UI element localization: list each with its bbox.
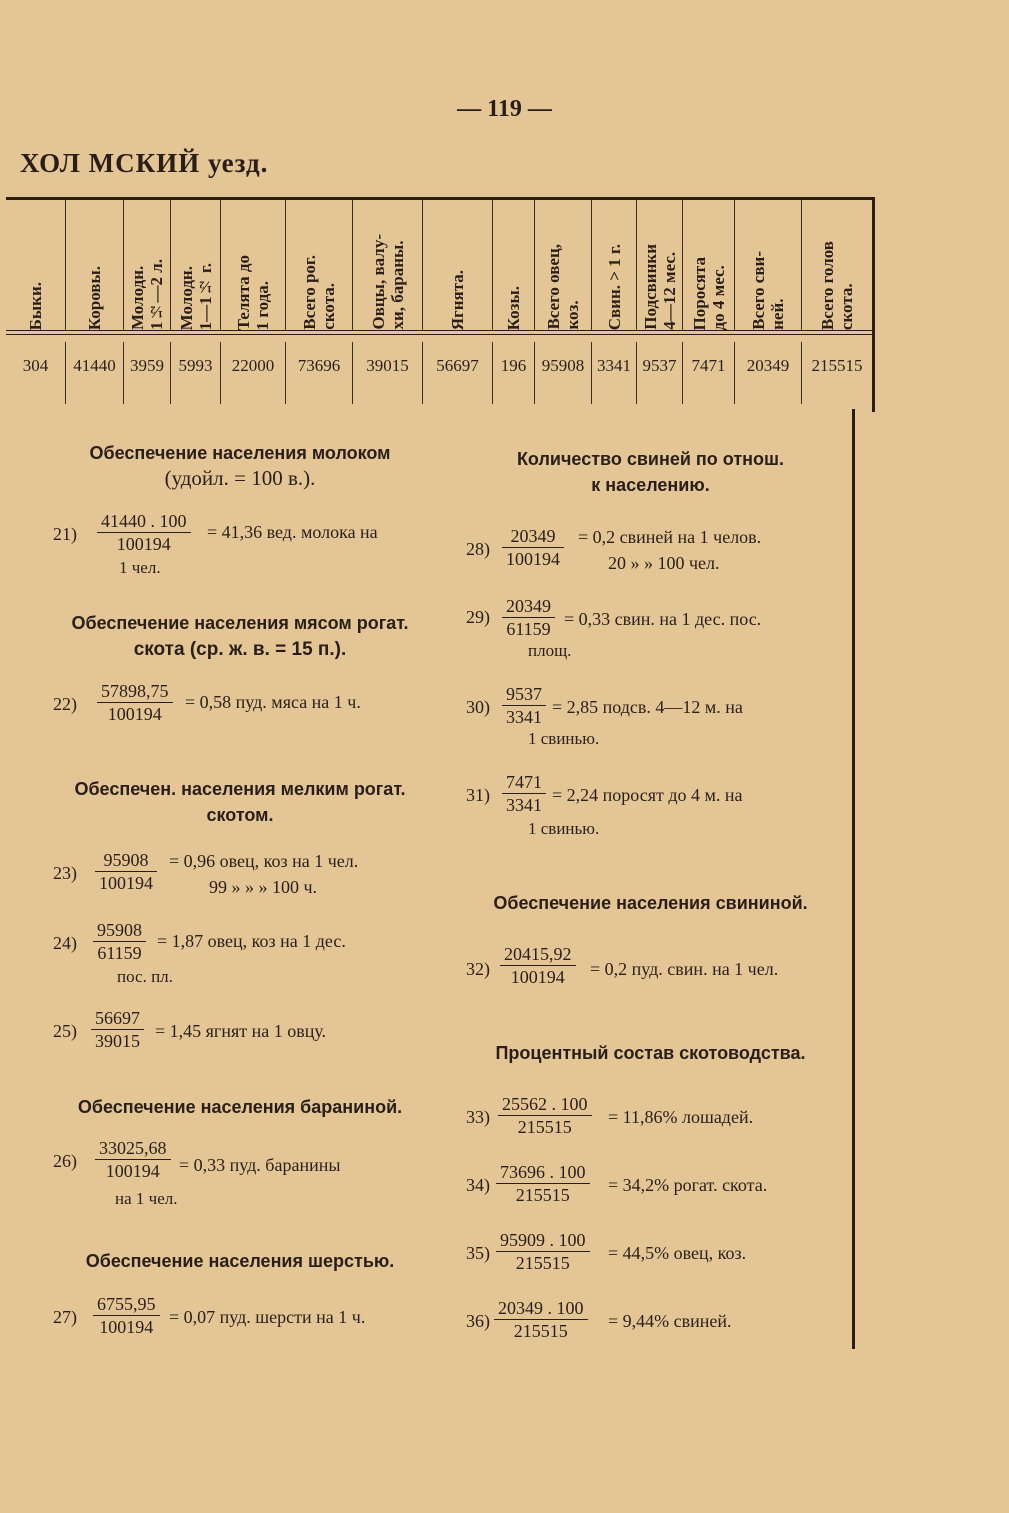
table-value-cell: 41440 — [66, 342, 124, 404]
table-value-cell: 95908 — [535, 342, 592, 404]
fraction-numerator: 9537 — [506, 684, 542, 704]
formula-result: = 34,2% рогат. скота. — [608, 1175, 768, 1195]
page-number: — 119 — — [457, 96, 552, 122]
section-subheading-meat: скота (ср. ж. в. = 15 п.). — [133, 639, 347, 660]
fraction-denominator: 100194 — [502, 547, 564, 570]
table-header-cell: Поросята до 4 мес. — [683, 200, 735, 330]
formula-result: = 0,96 овец, коз на 1 чел. — [169, 851, 359, 871]
fraction — [97, 510, 191, 555]
formula-result: = 41,36 вед. молока на — [207, 522, 378, 542]
table-value-cell: 22000 — [221, 342, 286, 404]
fraction — [494, 1297, 588, 1342]
formula-21 — [45, 510, 435, 580]
formula-continuation: пос. пл. — [117, 967, 173, 986]
formula-number: 35) — [466, 1243, 490, 1263]
section-heading-pigs: Количество свиней по отнош. — [516, 449, 785, 469]
section-heading-wool: Обеспечение населения шерстью. — [85, 1251, 395, 1271]
fraction — [502, 525, 564, 570]
fraction — [502, 595, 555, 640]
fraction-denominator: 3341 — [502, 705, 546, 728]
section-subheading-milk: (удойл. = 100 в.). — [164, 466, 316, 490]
section-heading-milk: Обеспечение населения молоком — [89, 443, 391, 463]
fraction-denominator: 3341 — [502, 793, 546, 816]
formula-result: = 11,86% лошадей. — [608, 1107, 754, 1127]
table-value-cell: 73696 — [286, 342, 353, 404]
right-border-rule — [852, 409, 855, 1349]
formula-result: = 9,44% свиней. — [608, 1311, 732, 1331]
fraction-numerator: 56697 — [95, 1008, 140, 1028]
fraction-denominator: 100194 — [95, 871, 157, 894]
formula-result: = 0,2 свиней на 1 челов. — [578, 527, 762, 547]
fraction-denominator: 100194 — [97, 702, 173, 725]
table-value-cell: 39015 — [353, 342, 423, 404]
formula-result: = 0,2 пуд. свин. на 1 чел. — [590, 959, 779, 979]
section-heading-mutton: Обеспечение населения бараниной. — [77, 1097, 403, 1117]
table-header-row — [6, 200, 872, 330]
section-heading-pigs-2: к населению. — [591, 475, 710, 495]
formula-33 — [458, 1093, 843, 1143]
fraction-denominator: 100194 — [93, 1315, 160, 1338]
fraction-denominator: 100194 — [500, 965, 576, 988]
formula-result: = 0,58 пуд. мяса на 1 ч. — [185, 692, 361, 712]
table-value-cell: 304 — [6, 342, 66, 404]
fraction-numerator: 95909 . 100 — [500, 1230, 586, 1250]
formula-result-line2: 20 » » 100 чел. — [608, 553, 720, 573]
formula-result: = 1,45 ягнят на 1 овцу. — [155, 1021, 327, 1041]
fraction — [93, 1293, 160, 1338]
fraction — [91, 1007, 144, 1052]
formula-30 — [458, 683, 843, 753]
table-header-cell: Молодн. 1—1½ г. — [171, 200, 221, 330]
section-heading-meat: Обеспечение населения мясом рогат. — [71, 613, 409, 633]
formula-number: 23) — [53, 863, 77, 883]
table-value-cell: 3959 — [124, 342, 171, 404]
table-header-cell: Быки. — [6, 200, 66, 330]
formula-number: 32) — [466, 959, 490, 979]
formula-continuation: 1 свинью. — [528, 729, 600, 748]
formula-number: 30) — [466, 697, 490, 717]
table-header-cell: Всего рог. скота. — [286, 200, 353, 330]
fraction-numerator: 41440 . 100 — [101, 511, 187, 531]
formula-23 — [45, 849, 435, 899]
fraction — [500, 943, 576, 988]
formula-number: 27) — [53, 1307, 77, 1327]
table-header-cell: Молодн. 1½—2 л. — [124, 200, 171, 330]
table-header-cell: Всего овец, коз. — [535, 200, 592, 330]
table-header-cell: Телята до 1 года. — [221, 200, 286, 330]
formula-result: = 0,33 пуд. баранины — [179, 1155, 341, 1175]
formula-result: = 0,33 свин. на 1 дес. пос. — [564, 609, 762, 629]
formula-28 — [458, 525, 843, 575]
formula-number: 24) — [53, 933, 77, 953]
fraction — [498, 1093, 592, 1138]
table-value-cell: 56697 — [423, 342, 493, 404]
district-title: ХОЛ МСКИЙ уезд. — [20, 148, 269, 178]
table-header-cell: Коровы. — [66, 200, 124, 330]
fraction — [95, 1137, 171, 1182]
table-value-row — [6, 342, 872, 404]
formula-number: 34) — [466, 1175, 490, 1195]
fraction-denominator: 215515 — [498, 1115, 592, 1138]
formula-34 — [458, 1161, 843, 1211]
fraction-numerator: 20415,92 — [504, 944, 572, 964]
livestock-table — [6, 197, 875, 412]
formula-result: = 2,24 поросят до 4 м. на — [552, 785, 743, 805]
formula-29 — [458, 595, 843, 665]
fraction-denominator: 100194 — [95, 1159, 171, 1182]
fraction-numerator: 20349 — [506, 596, 551, 616]
formula-continuation: 1 свинью. — [528, 819, 600, 838]
fraction-numerator: 20349 — [510, 526, 556, 546]
formula-result: = 0,07 пуд. шерсти на 1 ч. — [169, 1307, 366, 1327]
header-divider — [6, 330, 872, 335]
formula-number: 22) — [53, 694, 77, 714]
fraction-numerator: 25562 . 100 — [502, 1094, 588, 1114]
formula-number: 21) — [53, 524, 77, 544]
fraction-numerator: 57898,75 — [101, 681, 169, 701]
fraction — [93, 919, 146, 964]
table-value-cell: 9537 — [637, 342, 683, 404]
table-header-cell: Всего голов скота. — [818, 240, 856, 330]
table-value-cell: 5993 — [171, 342, 221, 404]
fraction-denominator: 61159 — [93, 941, 146, 964]
fraction-numerator: 95908 — [97, 920, 142, 940]
formula-result-line2: 99 » » » 100 ч. — [209, 877, 318, 897]
formula-result: = 1,87 овец, коз на 1 дес. — [157, 931, 346, 951]
formula-35 — [458, 1229, 843, 1279]
fraction-numerator: 73696 . 100 — [500, 1162, 586, 1182]
table-header-cell: Овцы, валу- хи, бараны. — [353, 200, 423, 330]
table-header-cell: Свин. > 1 г. — [592, 200, 637, 330]
formula-number: 25) — [53, 1021, 77, 1041]
fraction-numerator: 7471 — [506, 772, 542, 792]
section-heading-small-livestock-2: скотом. — [206, 805, 274, 825]
formula-result: = 2,85 подсв. 4—12 м. на — [552, 697, 743, 717]
formula-32 — [458, 943, 843, 993]
fraction-denominator: 100194 — [97, 532, 191, 555]
fraction-numerator: 33025,68 — [99, 1138, 167, 1158]
fraction-denominator: 215515 — [496, 1251, 590, 1274]
formula-continuation: площ. — [528, 641, 572, 660]
formula-number: 26) — [53, 1151, 77, 1171]
section-heading-composition: Процентный состав скотоводства. — [495, 1043, 806, 1063]
formula-number: 29) — [466, 607, 490, 627]
formula-36 — [458, 1297, 843, 1347]
formula-number: 36) — [466, 1311, 490, 1331]
fraction-numerator: 95908 — [103, 850, 149, 870]
fraction — [502, 771, 546, 816]
formula-22 — [45, 680, 435, 730]
formula-24 — [45, 919, 435, 989]
section-heading-small-livestock: Обеспечен. населения мелким рогат. — [74, 779, 406, 799]
fraction-denominator: 61159 — [502, 617, 555, 640]
formula-26 — [45, 1137, 435, 1207]
fraction-denominator: 215515 — [494, 1319, 588, 1342]
fraction-denominator: 39015 — [91, 1029, 144, 1052]
fraction-numerator: 6755,95 — [97, 1294, 156, 1314]
table-header-cell: Всего сви- ней. — [735, 200, 802, 330]
fraction-numerator: 20349 . 100 — [498, 1298, 584, 1318]
formula-continuation: 1 чел. — [119, 558, 161, 577]
formula-number: 31) — [466, 785, 490, 805]
formula-continuation: на 1 чел. — [115, 1189, 178, 1208]
table-header-cell: Ягнята. — [423, 200, 493, 330]
fraction — [95, 849, 157, 894]
table-header-cell: Подсвинки 4—12 мес. — [637, 200, 683, 330]
formula-31 — [458, 771, 843, 841]
formula-25 — [45, 1007, 435, 1057]
table-value-cell: 20349 — [735, 342, 802, 404]
formula-number: 28) — [466, 539, 490, 559]
table-value-cell: 7471 — [683, 342, 735, 404]
table-value-cell: 3341 — [592, 342, 637, 404]
fraction — [502, 683, 546, 728]
fraction — [97, 680, 173, 725]
formula-number: 33) — [466, 1107, 490, 1127]
formula-result: = 44,5% овец, коз. — [608, 1243, 747, 1263]
section-heading-pork: Обеспечение населения свининой. — [493, 893, 808, 913]
table-header-cell: Козы. — [493, 200, 535, 330]
fraction — [496, 1161, 590, 1206]
formula-27 — [45, 1293, 435, 1343]
table-value-cell: 196 — [493, 342, 535, 404]
table-value-cell: 215515 — [811, 356, 863, 375]
fraction — [496, 1229, 590, 1274]
fraction-denominator: 215515 — [496, 1183, 590, 1206]
